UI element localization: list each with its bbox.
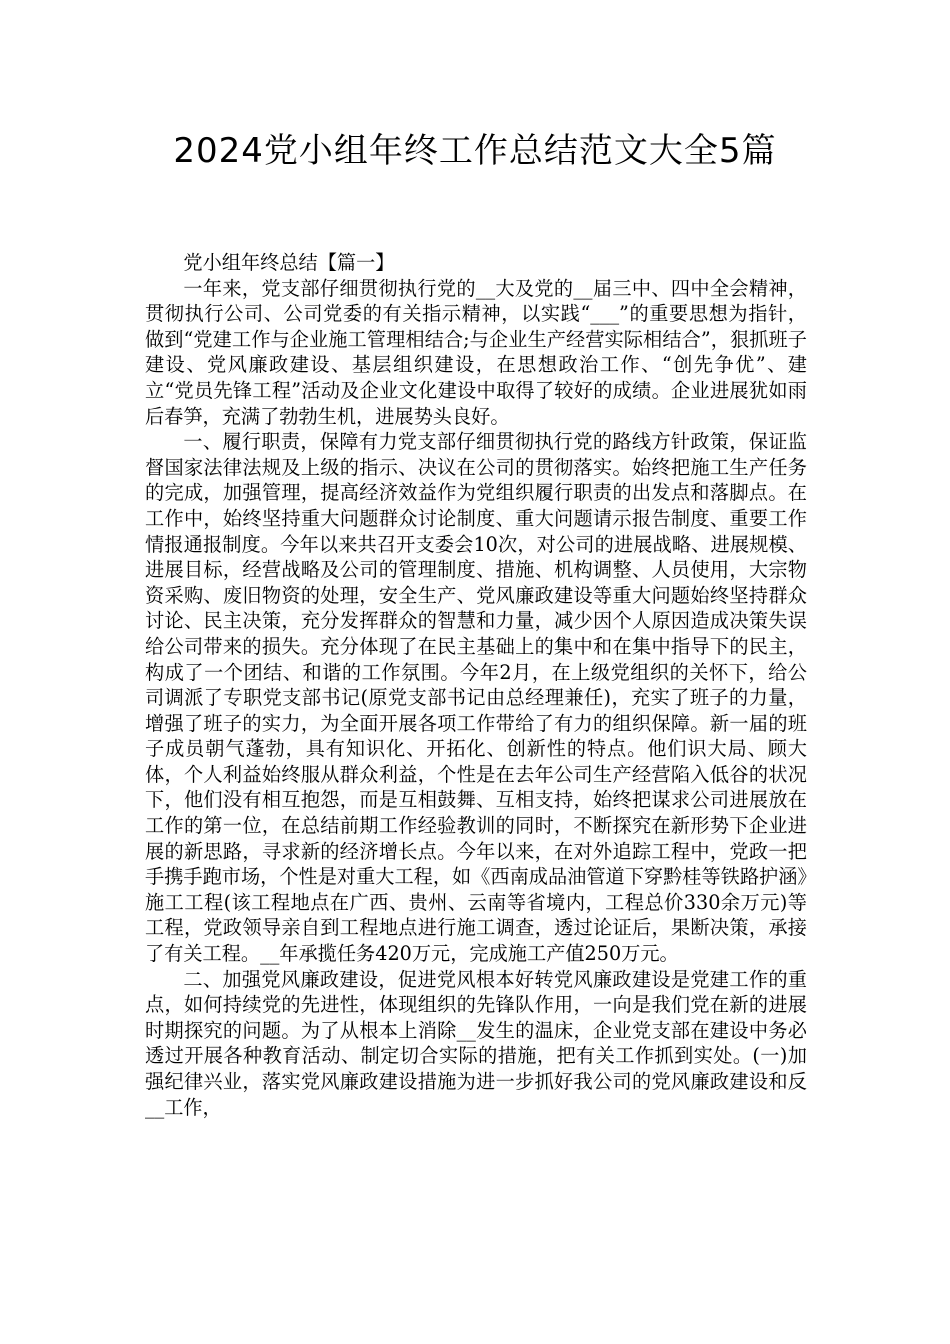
document-body xyxy=(145,250,807,1120)
section-heading: 党小组年终总结【篇一】 xyxy=(183,251,395,274)
body-paragraph: 一年来，党支部仔细贯彻执行党的__大及党的__届三中、四中全会精神，贯彻执行公司、公司党委的有关指示精神，以实践“___”的重要思想为指针，做到“党建工作与企业施工管理相结合;与企业生产经营实际相结合”，狠抓班子建设、党风廉政建设、基层组织建设，在思想政治工作、“创先争优”、建立“党员先锋工程”活动及企业文化建设中取得了较好的成绩。企业进展犹如雨后春笋，充满了勃勃生机，进展势头良好。 xyxy=(145,276,807,428)
body-paragraph: 二、加强党风廉政建设，促进党风根本好转党风廉政建设是党建工作的重点，如何持续党的先进性，体现组织的先锋队作用，一向是我们党在新的进展时期探究的问题。为了从根本上消除__发生的温床，企业党支部在建设中务必透过开展各种教育活动、制定切合实际的措施，把有关工作抓到实处。(一)加强纪律兴业，落实党风廉政建设措施为进一步抓好我公司的党风廉政建设和反__工作， xyxy=(145,967,807,1119)
body-paragraph: 一、履行职责，保障有力党支部仔细贯彻执行党的路线方针政策，保证监督国家法律法规及上级的指示、决议在公司的贯彻落实。始终把施工生产任务的完成，加强管理，提高经济效益作为党组织履行职责的出发点和落脚点。在工作中，始终坚持重大问题群众讨论制度、重大问题请示报告制度、重要工作情报通报制度。今年以来共召开支委会10次，对公司的进展战略、进展规模、进展目标，经营战略及公司的管理制度、措施、机构调整、人员使用，大宗物资采购、废旧物资的处理，安全生产、党风廉政建设等重大问题始终坚持群众讨论、民主决策，充分发挥群众的智慧和力量，减少因个人原因造成决策失误给公司带来的损失。充分体现了在民主基础上的集中和在集中指导下的民主，构成了一个团结、和谐的工作氛围。今年2月，在上级党组织的关怀下，给公司调派了专职党支部书记(原党支部书记由总经理兼任)，充实了班子的力量，增强了班子的实力，为全面开展各项工作带给了有力的组织保障。新一届的班子成员朝气蓬勃，具有知识化、开拓化、创新性的特点。他们识大局、顾大体，个人利益始终服从群众利益，个性是在去年公司生产经营陷入低谷的状况下，他们没有相互抱怨，而是互相鼓舞、互相支持，始终把谋求公司进展放在工作的第一位，在总结前期工作经验教训的同时，不断探究在新形势下企业进展的新思路，寻求新的经济增长点。今年以来，在对外追踪工程中，党政一把手携手跑市场，个性是对重大工程，如《西南成品油管道下穿黔桂等铁路护涵》施工工程(该工程地点在广西、贵州、云南等省境内，工程总价330余万元)等工程，党政领导亲自到工程地点进行施工调查，透过论证后，果断决策，承接了有关工程。__年承揽任务420万元，完成施工产值250万元。 xyxy=(145,430,807,966)
document-title: 2024党小组年终工作总结范文大全5篇 xyxy=(173,131,777,171)
